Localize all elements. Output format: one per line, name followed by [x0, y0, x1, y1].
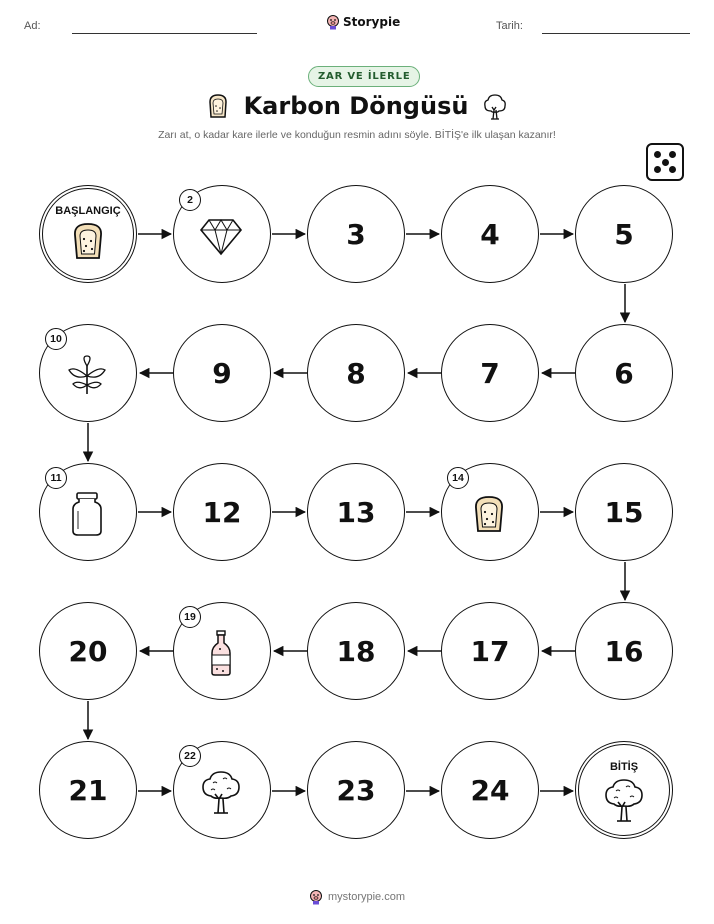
tree-icon — [199, 769, 243, 820]
space-number-badge: 14 — [447, 467, 469, 489]
board-space-7[interactable] — [441, 324, 539, 422]
brand-name: Storypie — [343, 15, 401, 29]
board-space-15[interactable] — [575, 463, 673, 561]
board-space-16[interactable] — [575, 602, 673, 700]
space-number: 21 — [68, 773, 108, 807]
tree-icon — [602, 777, 646, 828]
space-number: 6 — [614, 356, 634, 390]
space-number: 23 — [336, 773, 376, 807]
space-caption: BAŞLANGIÇ — [55, 205, 121, 217]
page-title: Karbon Döngüsü — [243, 92, 469, 120]
board-space-19[interactable] — [173, 602, 271, 700]
space-number: 18 — [336, 634, 376, 668]
board-space-9[interactable] — [173, 324, 271, 422]
board-space-20[interactable] — [39, 602, 137, 700]
space-number-badge: 22 — [179, 745, 201, 767]
space-number: 8 — [346, 356, 366, 390]
space-number: 15 — [604, 495, 644, 529]
space-number-badge: 11 — [45, 467, 67, 489]
footer-url[interactable]: mystorypie.com — [327, 891, 406, 903]
space-number-badge: 10 — [45, 328, 67, 350]
space-number: 9 — [212, 356, 232, 390]
board-space-17[interactable] — [441, 602, 539, 700]
pig-mascot-icon — [309, 889, 323, 905]
space-number: 12 — [202, 495, 242, 529]
board-space-10[interactable] — [39, 324, 137, 422]
board-space-5[interactable] — [575, 185, 673, 283]
space-number: 7 — [480, 356, 500, 390]
board-space-21[interactable] — [39, 741, 137, 839]
space-number: 4 — [480, 217, 500, 251]
footer — [0, 889, 714, 905]
space-number-badge: 2 — [179, 189, 201, 211]
bread-icon — [470, 494, 508, 539]
board-space-23[interactable] — [307, 741, 405, 839]
board-space-3[interactable] — [307, 185, 405, 283]
name-label: Ad: — [24, 20, 41, 32]
space-number: 16 — [604, 634, 644, 668]
start-space[interactable] — [39, 185, 137, 283]
board-space-2[interactable] — [173, 185, 271, 283]
space-caption: BİTİŞ — [609, 761, 639, 773]
space-number: 13 — [336, 495, 376, 529]
board-space-4[interactable] — [441, 185, 539, 283]
board-space-11[interactable] — [39, 463, 137, 561]
space-number: 5 — [614, 217, 634, 251]
space-number: 17 — [470, 634, 510, 668]
board-space-6[interactable] — [575, 324, 673, 422]
space-number: 24 — [470, 773, 510, 807]
board-space-12[interactable] — [173, 463, 271, 561]
jar-icon — [70, 491, 104, 542]
board-space-22[interactable] — [173, 741, 271, 839]
leaf-icon — [65, 354, 109, 401]
space-number: 20 — [68, 634, 108, 668]
bread-icon — [69, 221, 107, 266]
diamond-icon — [199, 216, 243, 261]
soda-bottle-icon — [208, 629, 234, 682]
space-number: 3 — [346, 217, 366, 251]
space-number-badge: 19 — [179, 606, 201, 628]
finish-space[interactable] — [575, 741, 673, 839]
board-space-13[interactable] — [307, 463, 405, 561]
board-space-18[interactable] — [307, 602, 405, 700]
date-label: Tarih: — [496, 20, 523, 32]
instructions: Zarı at, o kadar kare ilerle ve konduğun resmin adını söyle. BİTİŞ'e ilk ulaşan kazanır! — [158, 129, 556, 141]
activity-badge: ZAR VE İLERLE — [308, 66, 420, 87]
board-space-14[interactable] — [441, 463, 539, 561]
board-space-8[interactable] — [307, 324, 405, 422]
board-space-24[interactable] — [441, 741, 539, 839]
